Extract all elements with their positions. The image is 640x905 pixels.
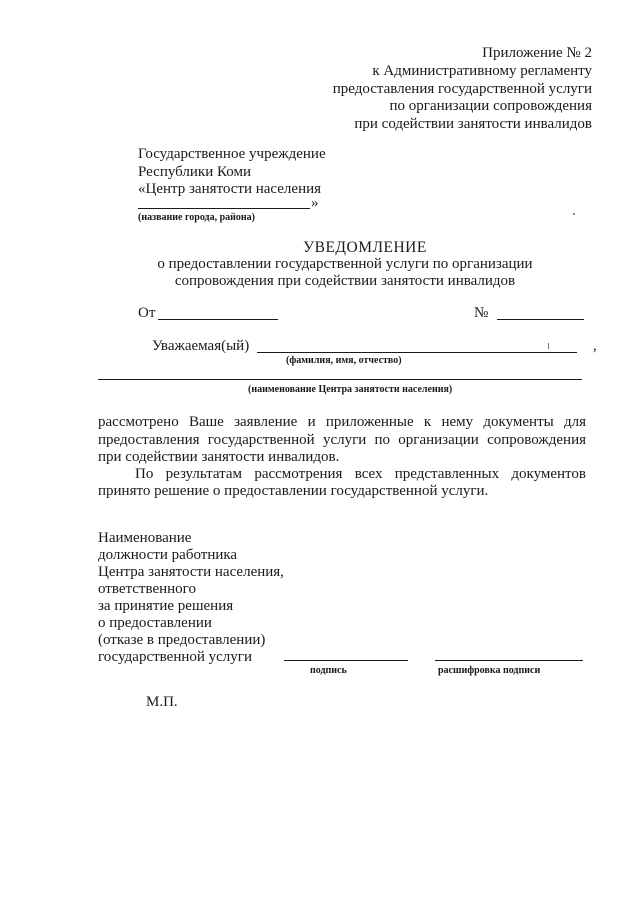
name-blank-line (257, 352, 577, 353)
addressee-line-1: Государственное учреждение (138, 146, 326, 162)
position-line-6: о предоставлении (98, 615, 212, 631)
greeting-label: Уважаемая(ый) (152, 338, 250, 354)
center-name-caption: (наименование Центра занятости населения) (248, 384, 453, 395)
position-line-8: государственной услуги (98, 649, 252, 665)
body-paragraph-1-line-2: предоставления государственной услуги по организации сопровождения (98, 432, 586, 448)
notice-subtitle-1: о предоставлении государственной услуги по организации (157, 256, 533, 272)
center-name-blank-line (98, 379, 582, 380)
decode-caption: расшифровка подписи (438, 665, 541, 676)
appendix-line-4: по организации сопровождения (389, 98, 592, 114)
body-paragraph-2-line-1: По результатам рассмотрения всех представленных документов (135, 466, 586, 482)
appendix-line-5: при содействии занятости инвалидов (354, 116, 592, 132)
position-line-3: Центра занятости населения, (98, 564, 284, 580)
city-blank-line (138, 208, 310, 209)
signature-blank-line (284, 660, 408, 661)
greeting-comma: , (593, 338, 597, 354)
from-label: От (138, 305, 156, 321)
position-line-7: (отказе в предоставлении) (98, 632, 266, 648)
position-line-2: должности работника (98, 547, 238, 563)
body-paragraph-2-line-2: принято решение о предоставлении государственной услуги. (98, 483, 489, 499)
number-label: № (474, 305, 489, 321)
position-line-4: ответственного (98, 581, 196, 597)
appendix-line-3: предоставления государственной услуги (332, 81, 592, 97)
body-paragraph-1-line-1: рассмотрено Ваше заявление и приложенные к нему документы для (98, 414, 586, 430)
from-blank-line (158, 319, 278, 320)
position-line-5: за принятие решения (98, 598, 234, 614)
close-quote: » (311, 195, 319, 211)
scan-speck (548, 343, 549, 349)
scan-speck (573, 213, 575, 215)
appendix-line-2: к Административному регламенту (372, 63, 592, 79)
notice-heading: УВЕДОМЛЕНИЕ (303, 239, 427, 256)
number-blank-line (497, 319, 584, 320)
appendix-number: Приложение № 2 (482, 45, 592, 61)
notice-subtitle-2: сопровождения при содействии занятости инвалидов (174, 273, 516, 289)
name-caption: (фамилия, имя, отчество) (286, 355, 402, 366)
decode-blank-line (435, 660, 583, 661)
addressee-line-2: Республики Коми (138, 164, 251, 180)
city-caption: (название города, района) (138, 212, 256, 223)
body-paragraph-1-line-3: при содействии занятости инвалидов. (98, 449, 340, 465)
signature-caption: подпись (310, 665, 347, 676)
stamp-place: М.П. (146, 694, 178, 710)
addressee-line-3: «Центр занятости населения (138, 181, 322, 197)
position-line-1: Наименование (98, 530, 192, 546)
